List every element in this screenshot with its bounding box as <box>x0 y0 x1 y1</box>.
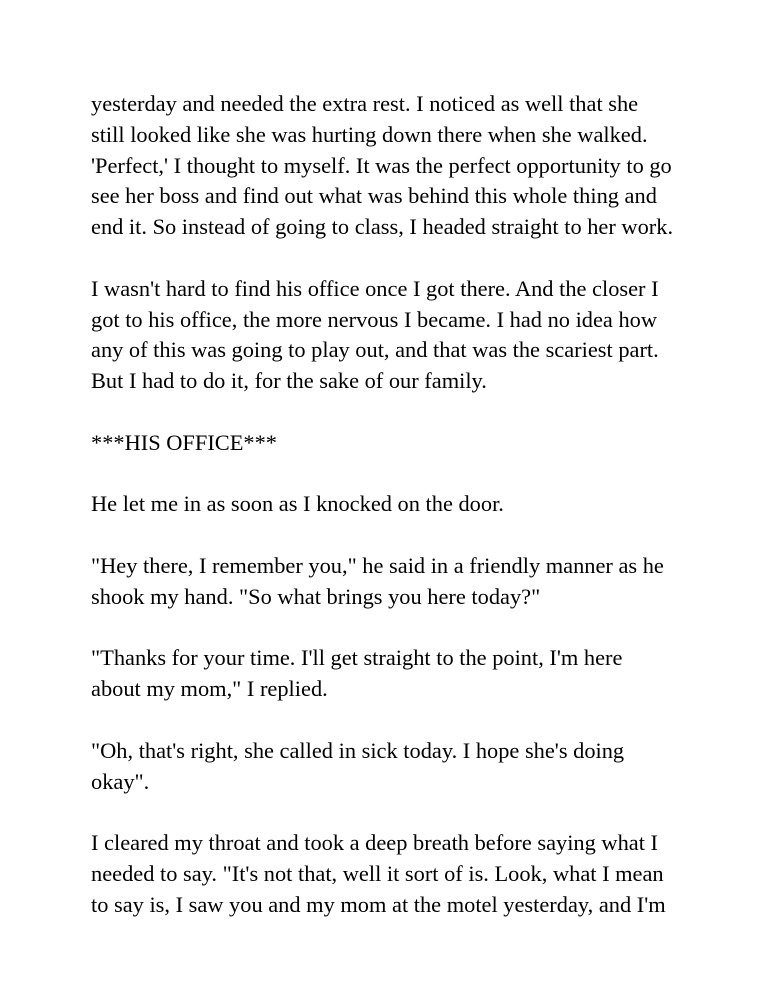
paragraph-4: "Hey there, I remember you," he said in a friendly manner as he shook my hand. "So what brings you here today?" <box>91 552 664 609</box>
paragraph-5: "Thanks for your time. I'll get straight to the point, I'm here about my mom," I replied. <box>91 645 623 702</box>
paragraph-6: "Oh, that's right, she called in sick today. I hope she's doing okay". <box>91 737 625 794</box>
section-heading: ***HIS OFFICE*** <box>91 429 277 455</box>
paragraph-1: yesterday and needed the extra rest. I noticed as well that she still looked like she was hurting down there when she walked. 'Perfect,' I thought to myself. It was the perfect opportunity to go see her boss and find out what was behind this whole thing and end it. So instead of going to class, I headed straight to her work. <box>91 91 674 240</box>
paragraph-7: I cleared my throat and took a deep breath before saying what I needed to say. "It's not that, well it sort of is. Look, what I mean to say is, I saw you and my mom at the motel yesterday, and I'm <box>91 830 666 917</box>
paragraph-3: He let me in as soon as I knocked on the door. <box>91 491 504 517</box>
document-page <box>91 89 731 921</box>
paragraph-2: I wasn't hard to find his office once I got there. And the closer I got to his office, the more nervous I became. I had no idea how any of this was going to play out, and that was the scariest part. But I had to do it, for the sake of our family. <box>91 275 659 394</box>
